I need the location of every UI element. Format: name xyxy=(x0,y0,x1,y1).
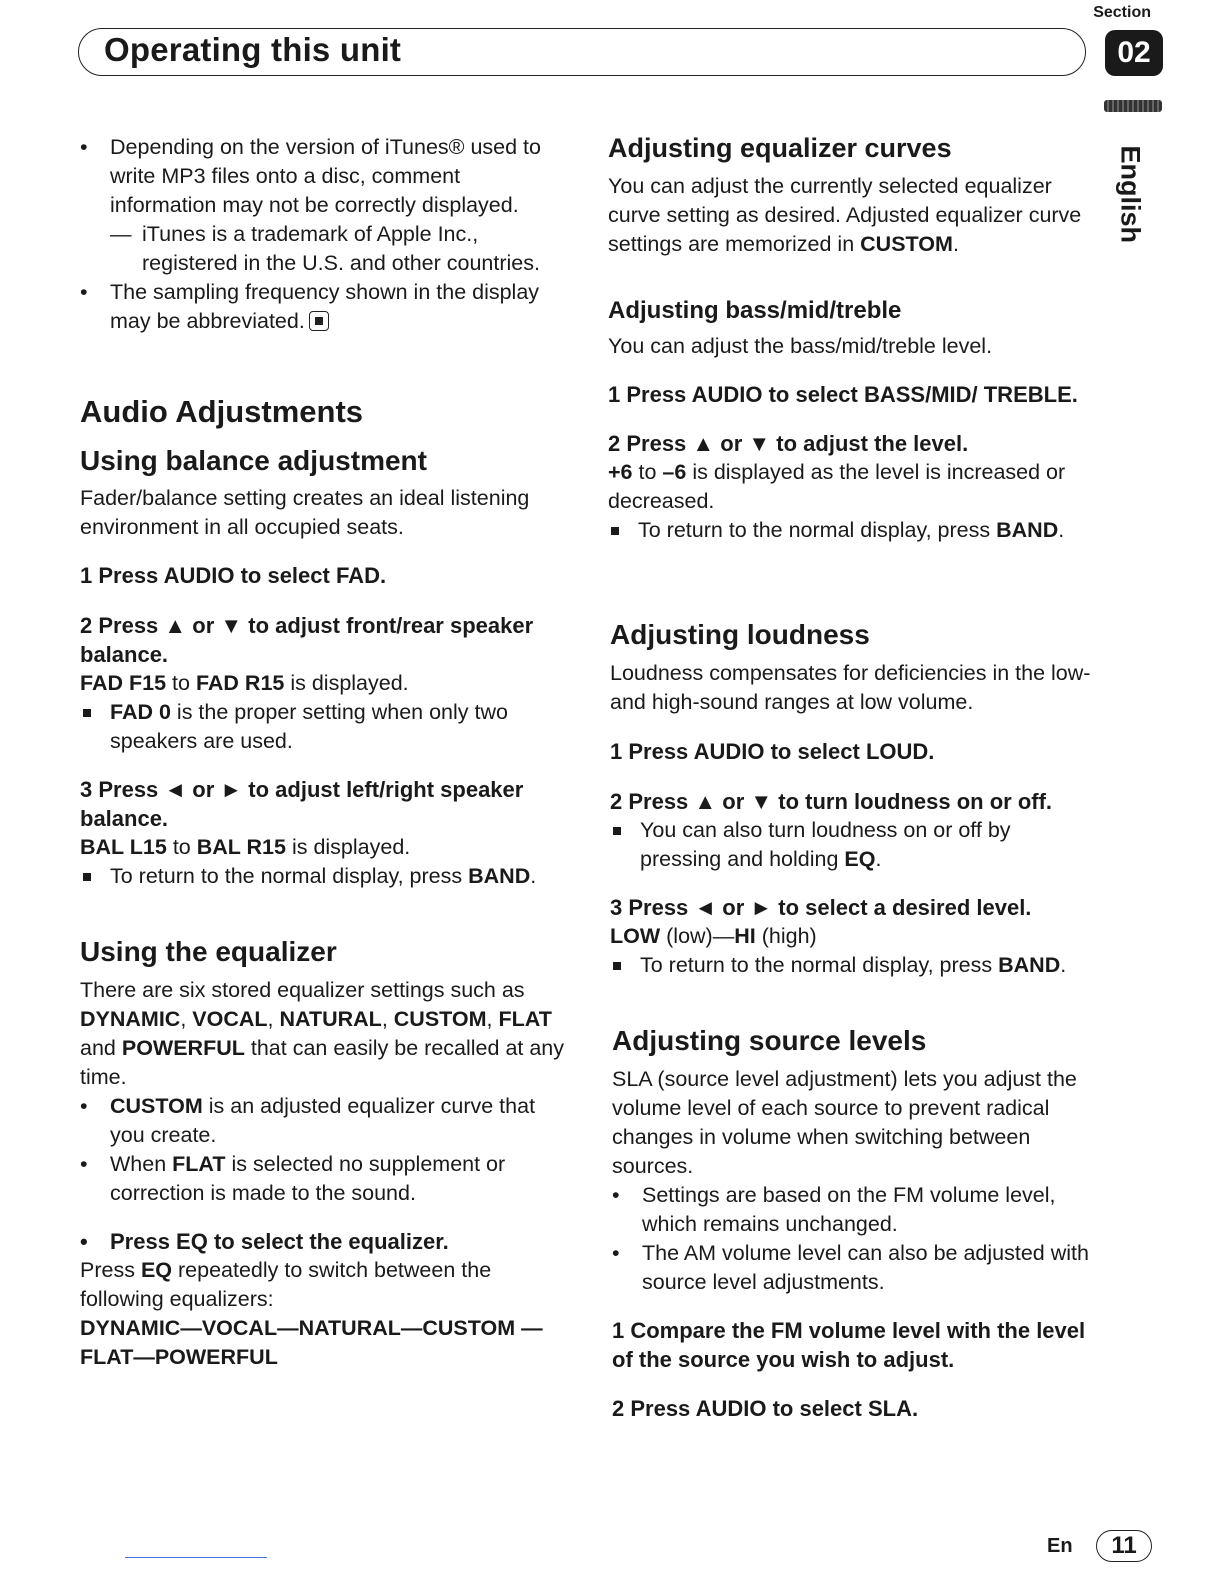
balance-heading: Using balance adjustment xyxy=(80,445,427,476)
loudness-heading: Adjusting loudness xyxy=(610,619,870,650)
flat-note: • When FLAT is selected no supplement or correction is made to the sound. xyxy=(80,1150,565,1208)
balance-step-1: 1 Press AUDIO to select FAD. xyxy=(80,563,387,588)
section-number-badge: 02 xyxy=(1105,30,1163,76)
curves-heading: Adjusting equalizer curves xyxy=(608,133,952,163)
loudness-intro: Loudness compensates for deficiencies in the low- and high-sound ranges at low volume. xyxy=(610,661,1091,714)
audio-adjustments-heading: Audio Adjustments xyxy=(80,394,364,429)
itunes-trademark-note: — iTunes is a trademark of Apple Inc., registered in the U.S. and other countries. xyxy=(110,220,565,278)
loudness-step-3: 3 Press ◄ or ► to select a desired level. xyxy=(610,895,1032,920)
loudness-step-1: 1 Press AUDIO to select LOUD. xyxy=(610,739,935,764)
loudness-return-note: To return to the normal display, press BAND. xyxy=(610,951,1095,980)
sla-step-1: 1 Compare the FM volume level with the level of the source you wish to adjust. xyxy=(612,1318,1086,1372)
equalizer-instruction: Press EQ repeatedly to switch between the following equalizers: xyxy=(80,1258,492,1311)
sla-intro: SLA (source level adjustment) lets you adjust the volume level of each source to prevent radical changes in volume when switching between sources. xyxy=(612,1067,1077,1178)
footer-language: En xyxy=(1047,1535,1073,1557)
itunes-note: • Depending on the version of iTunes® used to write MP3 files onto a disc, comment information may not be correctly displayed. xyxy=(80,133,565,220)
bass-mid-treble-heading: Adjusting bass/mid/treble xyxy=(608,297,902,324)
loudness-levels: LOW (low)—HI (high) xyxy=(610,924,817,948)
custom-note: • CUSTOM is an adjusted equalizer curve that you create. xyxy=(80,1092,565,1150)
balance-section xyxy=(80,484,565,891)
bass-mid-treble-section xyxy=(608,332,1093,545)
side-language-label: English xyxy=(1115,145,1146,244)
page-title: Operating this unit xyxy=(104,31,402,68)
bal-range: BAL L15 to BAL R15 is displayed. xyxy=(80,835,411,859)
equalizer-section xyxy=(80,976,565,1372)
equalizer-step: • Press EQ to select the equalizer. xyxy=(80,1227,565,1256)
bmt-intro: You can adjust the bass/mid/treble level. xyxy=(608,334,993,358)
source-levels-section xyxy=(612,1065,1097,1423)
left-column-intro xyxy=(80,133,565,336)
equalizer-intro: There are six stored equalizer settings such as DYNAMIC, VOCAL, NATURAL, CUSTOM, FLAT and POWERFUL that can easily be recalled at any time. xyxy=(80,978,565,1089)
bmt-step-1: 1 Press AUDIO to select BASS/MID/ TREBLE. xyxy=(608,382,1078,407)
source-levels-heading: Adjusting source levels xyxy=(612,1025,927,1056)
sla-note-1: • Settings are based on the FM volume level, which remains unchanged. xyxy=(612,1181,1097,1239)
sampling-note: • The sampling frequency shown in the display may be abbreviated. xyxy=(80,278,565,336)
fad-range: FAD F15 to FAD R15 is displayed. xyxy=(80,671,409,695)
sla-note-2: • The AM volume level can also be adjusted with source level adjustments. xyxy=(612,1239,1097,1297)
section-label: Section xyxy=(1093,4,1151,21)
balance-intro: Fader/balance setting creates an ideal listening environment in all occupied seats. xyxy=(80,486,530,539)
equalizer-heading: Using the equalizer xyxy=(80,936,337,967)
balance-step-3: 3 Press ◄ or ► to adjust left/right speaker balance. xyxy=(80,777,524,831)
fad-zero-note: FAD 0 is the proper setting when only two speakers are used. xyxy=(80,698,565,756)
curves-text: You can adjust the currently selected equalizer curve setting as desired. Adjusted equalizer curve settings are memorized in CUSTOM. xyxy=(608,174,1082,256)
balance-step-2: 2 Press ▲ or ▼ to adjust front/rear speaker balance. xyxy=(80,613,534,667)
loudness-note: You can also turn loudness on or off by pressing and holding EQ. xyxy=(610,816,1095,874)
scan-artifact-line xyxy=(125,1557,267,1558)
end-mark-icon xyxy=(309,311,329,331)
loudness-section xyxy=(610,659,1095,980)
loudness-step-2: 2 Press ▲ or ▼ to turn loudness on or off. xyxy=(610,789,1053,814)
bmt-return-note: To return to the normal display, press BAND. xyxy=(608,516,1093,545)
side-tab-bar xyxy=(1104,100,1162,112)
equalizer-sequence: DYNAMIC—VOCAL—NATURAL—CUSTOM —FLAT—POWERFUL xyxy=(80,1316,543,1369)
curves-section xyxy=(608,172,1093,259)
sla-step-2: 2 Press AUDIO to select SLA. xyxy=(612,1396,919,1421)
page-number: 11 xyxy=(1096,1530,1152,1562)
bmt-step-2: 2 Press ▲ or ▼ to adjust the level. xyxy=(608,431,969,456)
bmt-level-range: +6 to –6 is displayed as the level is increased or decreased. xyxy=(608,460,1066,513)
balance-return-note: To return to the normal display, press BAND. xyxy=(80,862,565,891)
